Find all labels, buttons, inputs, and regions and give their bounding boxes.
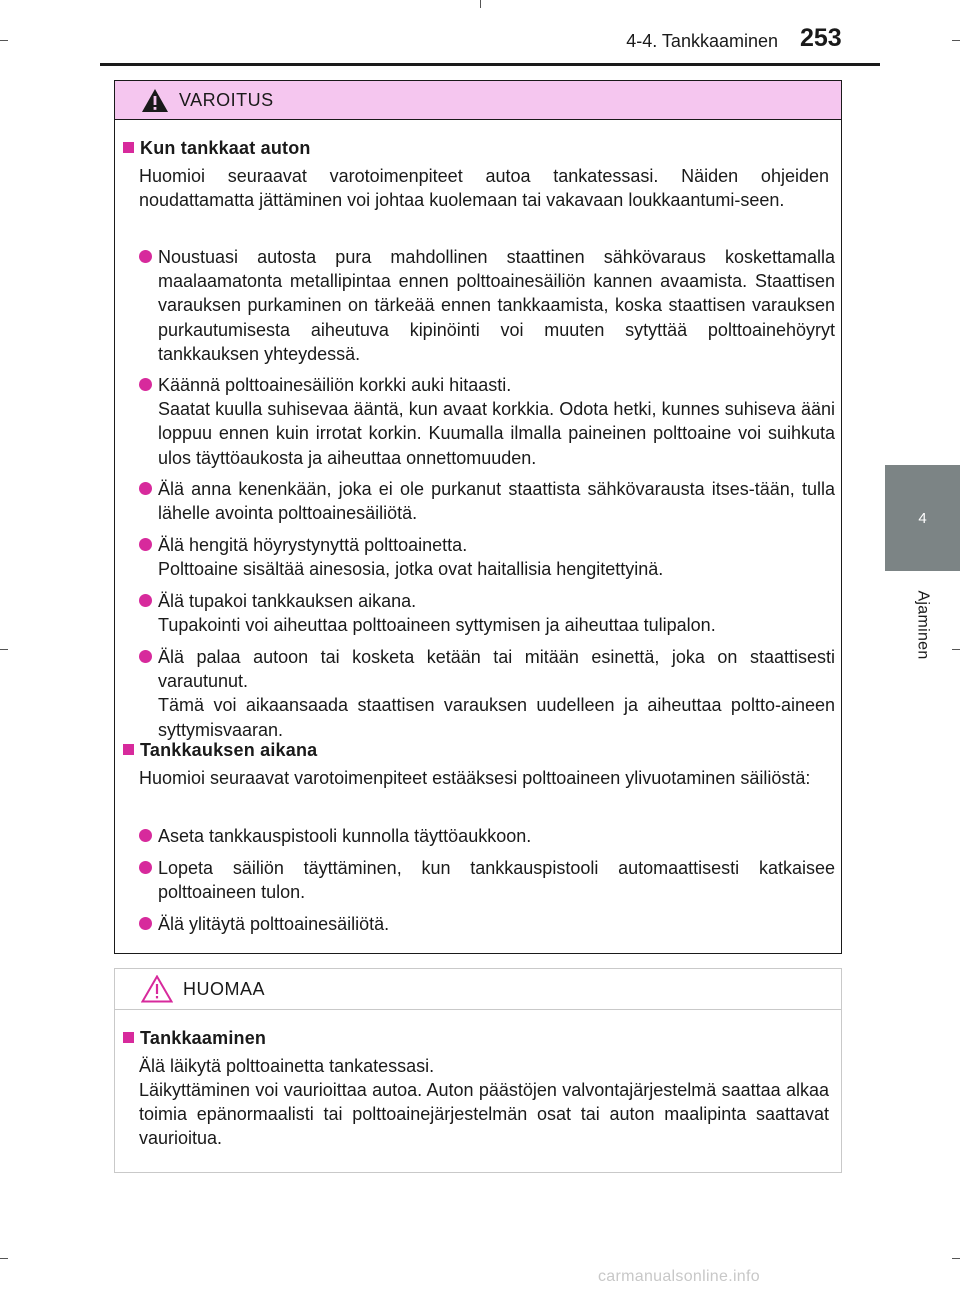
- bullet-dot-icon: [139, 917, 152, 930]
- notice-header: [115, 969, 841, 1010]
- bullet-dot-icon: [139, 594, 152, 607]
- square-bullet-icon: [123, 1032, 134, 1043]
- list-item: Aseta tankkauspistooli kunnolla täyttöaukkoon.: [139, 824, 835, 848]
- list-item: Älä tupakoi tankkauksen aikana. Tupakointi voi aiheuttaa polttoaineen syttymisen ja aiheuttaa tulipalon.: [139, 589, 835, 637]
- list-item: Noustuasi autosta pura mahdollinen staattinen sähkövaraus koskettamalla maalaamatonta metallipintaa ennen polttoainesäiliön kannen avaamista. Staattisen varauksen purkaminen on tärkeää ennen tankkaamista, koska staattisen varauksen purkautumisesta aiheutuva kipinöinti voi muuten sytyttää polttoainehöyryt tankkauksen yhteydessä.: [139, 245, 835, 366]
- section-intro: Huomioi seuraavat varotoimenpiteet estääksesi polttoaineen ylivuotaminen säiliöstä:: [139, 768, 811, 788]
- bullet-dot-icon: [139, 482, 152, 495]
- chapter-label: [885, 575, 960, 675]
- list-item: Lopeta säiliön täyttäminen, kun tankkauspistooli automaattisesti katkaisee polttoaineen tulon.: [139, 856, 835, 904]
- bullet-dot-icon: [139, 378, 152, 391]
- list-item: Älä ylitäytä polttoainesäiliötä.: [139, 912, 835, 936]
- warning-triangle-icon: [141, 88, 169, 113]
- header-rule: [100, 63, 880, 66]
- list-item: Älä anna kenenkään, joka ei ole purkanut staattista sähkövarausta itses-tään, tulla lähelle avointa polttoainesäiliötä.: [139, 477, 835, 525]
- bullet-dot-icon: [139, 250, 152, 263]
- crop-mark: [480, 0, 481, 8]
- crop-mark: [952, 40, 960, 41]
- square-bullet-icon: [123, 142, 134, 153]
- square-bullet-icon: [123, 744, 134, 755]
- warning-title: VAROITUS: [179, 89, 274, 110]
- notice-line: Älä läikytä polttoainetta tankatessasi.: [139, 1056, 435, 1076]
- crop-mark: [0, 40, 8, 41]
- bullet-dot-icon: [139, 829, 152, 842]
- bullet-dot-icon: [139, 861, 152, 874]
- section-heading: Tankkaaminen: [123, 1028, 266, 1049]
- chapter-number: 4: [918, 509, 927, 527]
- watermark: carmanualsonline.info: [598, 1268, 760, 1285]
- bullet-dot-icon: [139, 650, 152, 663]
- chapter-tab: [885, 465, 960, 571]
- caution-triangle-outline-icon: [141, 975, 173, 1003]
- section-heading: Tankkauksen aikana: [123, 740, 317, 761]
- notice-box: [114, 968, 842, 1173]
- warning-box: [114, 80, 842, 954]
- crop-mark: [0, 649, 8, 650]
- list-item: Älä palaa autoon tai kosketa ketään tai mitään esinettä, joka on staattisesti varautunut. Tämä voi aikaansaada staattisen varauksen uudelleen ja aiheuttaa poltto-aineen syttymisvaaran.: [139, 645, 835, 742]
- section-heading: Kun tankkaat auton: [123, 138, 311, 159]
- warning-header: [115, 81, 841, 120]
- notice-text: Läikyttäminen voi vaurioittaa autoa. Auton päästöjen valvontajärjestelmä saattaa alkaa toimia epänormaalisti tai polttoainejärjestelmän osat tai auton maalipinta saattavat vaurioitua.: [139, 1080, 829, 1149]
- chapter-label-text: Ajaminen: [914, 590, 932, 660]
- list-item: Älä hengitä höyrystynyttä polttoainetta. Polttoaine sisältää ainesosia, jotka ovat haitallisia hengitettyinä.: [139, 533, 835, 581]
- crop-mark: [952, 1258, 960, 1259]
- list-item: Käännä polttoainesäiliön korkki auki hitaasti. Saatat kuulla suhisevaa ääntä, kun avaat korkkia. Odota hetki, kunnes suhiseva ääni loppuu ennen kuin irrotat korkin. Kuumalla ilmalla paineinen polttoaine voi suihkuta ulos täyttöaukosta ja aiheuttaa onnettomuuden.: [139, 373, 835, 470]
- section-intro: Huomioi seuraavat varotoimenpiteet autoa tankatessasi. Näiden ohjeiden noudattamatta jättäminen voi johtaa kuolemaan tai vakavaan loukkaantumi-seen.: [139, 166, 829, 211]
- crop-mark: [0, 1258, 8, 1259]
- bullet-dot-icon: [139, 538, 152, 551]
- notice-title: HUOMAA: [183, 978, 266, 999]
- section-title: 4-4. Tankkaaminen: [626, 31, 778, 51]
- page-number: 253: [800, 24, 842, 52]
